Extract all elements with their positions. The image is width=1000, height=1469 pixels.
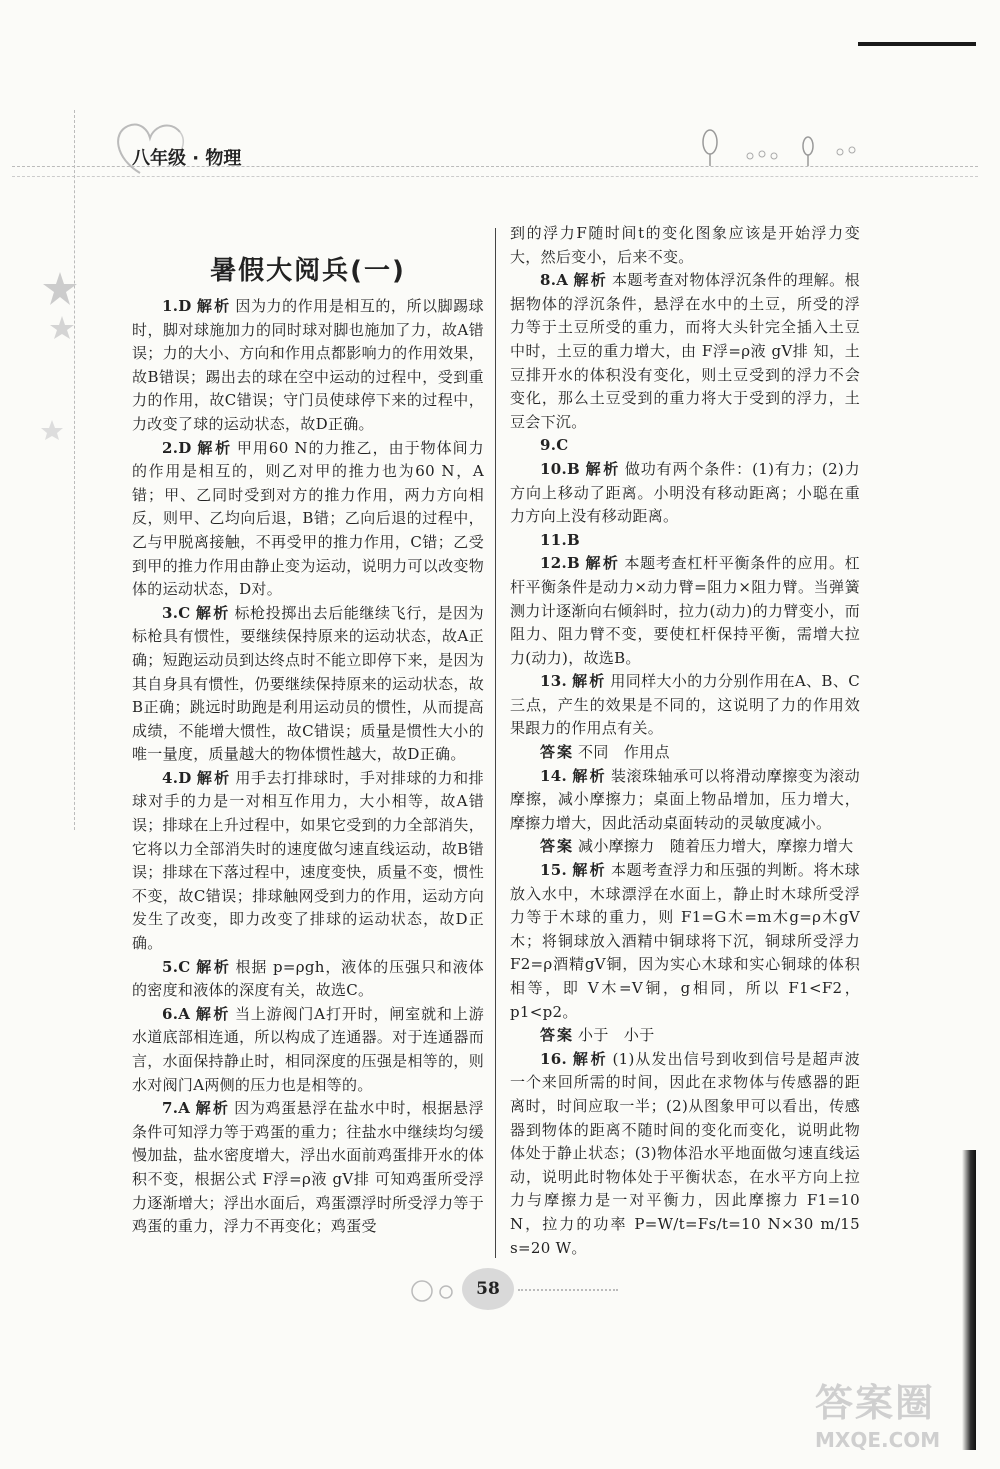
star-decoration-icon [40, 270, 80, 440]
left-column [132, 295, 484, 1239]
answer-paragraph [510, 458, 860, 529]
page-edge-shadow [962, 1150, 976, 1450]
question-number: 11.B [540, 530, 580, 549]
answer-keyword: 解析 [196, 768, 232, 787]
answer-keyword: 解析 [195, 1099, 231, 1118]
top-rule [858, 42, 976, 46]
answer-paragraph [132, 437, 484, 602]
answer-text: 因为鸡蛋悬浮在盐水中时，根据悬浮条件可知浮力等于鸡蛋的重力；往盐水中继续均匀缓慢加盐，盐水密度增大，浮出水面前鸡蛋排开水的体积不变，根据公式 F浮=ρ液 gV排 可知鸡蛋所受浮力逐渐增大；浮出水面后，鸡蛋漂浮时所受浮力等于鸡蛋的重力，浮力不再变化；鸡蛋受 [132, 1099, 484, 1236]
answer-text: 用手去打排球时，手对排球的力和排球对手的力是一对相互作用力，大小相等，故A错误；排球在上升过程中，如果它受到的力全部消失，它将以力全部消失时的速度做匀速直线运动，故B错误；排球在下落过程中，速度变快，质量不变，惯性不变，故C错误；排球触网受到力的作用，运动方向发生了改变，即力改变了排球的运动状态，故D正确。 [132, 768, 484, 953]
circles-decoration-icon [410, 1278, 462, 1304]
answer-keyword: 解析 [195, 1004, 231, 1023]
answer-keyword: 解析 [585, 459, 621, 478]
answer-paragraph [510, 859, 860, 1024]
answer-text: 到的浮力F随时间t的变化图象应该是开始浮力变大，然后变小，后来不变。 [510, 224, 860, 266]
question-number: 16. [540, 1049, 567, 1068]
question-number: 7.A [162, 1099, 191, 1118]
question-number: 1.D [162, 297, 192, 315]
answer-paragraph [132, 602, 484, 767]
question-number: 10.B [540, 459, 580, 478]
right-column [510, 222, 860, 1260]
question-number: 6.A [162, 1004, 191, 1023]
answer-keyword: 解析 [572, 766, 607, 785]
answer-paragraph [510, 765, 860, 836]
page-title: 暑假大阅兵(一) [210, 256, 406, 286]
question-number: 8.A [540, 271, 569, 290]
answer-paragraph [510, 434, 860, 458]
answer-keyword: 解析 [573, 271, 608, 290]
page-number-dots [518, 1289, 618, 1291]
answer-text: 根据 p=ρgh，液体的压强只和液体的密度和液体的深度有关，故选C。 [132, 957, 484, 1000]
question-number: 4.D [162, 768, 192, 787]
answer-text: 本题考查浮力和压强的判断。将木球放入水中，木球漂浮在水面上，静止时木球所受浮力等于木球的重力，则 F1=G木=m木g=ρ木gV木；将铜球放入酒精中铜球将下沉，铜球所受浮力 F2=ρ酒精gV铜，因为实心木球和实心铜球的体积相等，即 V木=V铜，g相同，所以 F1<F2，p1<p2。 [510, 861, 860, 1021]
answer-text: 做功有两个条件：(1)有力；(2)力方向上移动了距离。小明没有移动距离；小聪在重力方向上没有移动距离。 [510, 459, 860, 526]
watermark-logo: 答案圈 [815, 1381, 936, 1425]
tree-decoration-icon [700, 126, 880, 168]
answer-text: 本题考查杠杆平衡条件的应用。杠杆平衡条件是动力×动力臂=阻力×阻力臂。当弹簧测力计逐渐向右倾斜时，拉力(动力)的力臂变小，而阻力、阻力臂不变，要使杠杆保持平衡，需增大拉力(动力)，故选B。 [510, 554, 860, 667]
answer-paragraph [132, 1003, 484, 1097]
answer-text: 甲用60 N的力推乙，由于物体间力的作用是相互的，则乙对甲的推力也为60 N，A错；甲、乙同时受到对方的推力作用，两力方向相反，则甲、乙均向后退，B错；乙向后退的过程中，乙与甲脱离接触，不再受甲的推力作用，C错；乙受到甲的推力作用由静止变为运动，说明力可以改变物体的运动状态，D对。 [132, 438, 484, 599]
answer-text: 用同样大小的力分别作用在A、B、C三点，产生的效果是不同的，这说明了力的作用效果跟力的作用点有关。 [510, 672, 860, 738]
question-number: 9.C [540, 436, 569, 455]
answer-text: 标枪投掷出去后能继续飞行，是因为标枪具有惯性，要继续保持原来的运动状态，故A正确；短跑运动员到达终点时不能立即停下来，是因为其自身具有惯性，仍要继续保持原来的运动状态，故B正确；跳远时助跑是利用运动员的惯性，从而提高成绩，不能增大惯性，故C错误；质量是惯性大小的唯一量度，质量越大的物体惯性越大，故D正确。 [132, 603, 484, 764]
page-number: 58 [462, 1268, 514, 1310]
answer-paragraph [510, 269, 860, 434]
answer-keyword: 答案 [540, 837, 575, 856]
answer-keyword: 解析 [572, 1049, 609, 1068]
answer-keyword: 答案 [540, 743, 575, 762]
answer-text: 当上游阀门A打开时，闸室就和上游水道底部相连通，所以构成了连通器。对于连通器而言，水面保持静止时，相同深度的压强是相等的，则水对阀门A两侧的压力也是相等的。 [132, 1004, 484, 1094]
answer-paragraph [132, 1097, 484, 1239]
question-number: 14. [540, 766, 567, 785]
answer-text: 减小摩擦力 随着压力增大，摩擦力增大 [578, 837, 854, 856]
answer-paragraph [510, 552, 860, 670]
answer-keyword: 解析 [195, 603, 231, 622]
column-divider [495, 228, 496, 1258]
answer-keyword: 解析 [572, 861, 607, 880]
question-number: 5.C [162, 957, 191, 976]
answer-keyword: 解析 [585, 554, 621, 573]
answer-text: 因为力的作用是相互的，所以脚踢球时，脚对球施加力的同时球对脚也施加了力，故A错误；力的大小、方向和作用点都影响力的作用效果，故B错误；踢出去的球在空中运动的过程中，受到重力的作用，故C错误；守门员使球停下来的过程中，力改变了球的运动状态，故D正确。 [132, 297, 484, 433]
answer-paragraph [510, 222, 860, 269]
answer-text: 小于 小于 [578, 1026, 655, 1045]
answer-keyword: 答案 [540, 1026, 575, 1045]
answer-text: 不同 作用点 [578, 743, 670, 762]
answer-keyword: 解析 [197, 438, 233, 457]
answer-paragraph [132, 295, 484, 437]
answer-paragraph [132, 956, 484, 1003]
answer-keyword: 解析 [572, 672, 607, 691]
header-divider-secondary [12, 176, 978, 177]
answer-paragraph [510, 741, 860, 765]
answer-keyword: 解析 [196, 957, 232, 976]
question-number: 2.D [162, 438, 192, 457]
answer-text: 装滚珠轴承可以将滑动摩擦变为滚动摩擦，减小摩擦力；桌面上物品增加，压力增大，摩擦力增大，因此活动桌面转动的灵敏度减小。 [510, 766, 860, 832]
answer-paragraph [510, 670, 860, 741]
answer-paragraph [510, 529, 860, 553]
question-number: 15. [540, 861, 567, 880]
answer-keyword: 解析 [196, 297, 232, 315]
answer-paragraph [132, 767, 484, 956]
answer-paragraph [510, 1024, 860, 1048]
answer-paragraph [510, 835, 860, 859]
answer-text: 本题考查对物体浮沉条件的理解。根据物体的浮沉条件，悬浮在水中的土豆，所受的浮力等于土豆所受的重力，而将大头针完全插入土豆中时，土豆的重力增大，由 F浮=ρ液 gV排 知，土豆排开水的体积没有变化，则土豆受到的浮力不会变化，那么土豆受到的重力将大于受到的浮力，土豆会下沉。 [510, 271, 860, 431]
header-title: 八年级 · 物理 [132, 148, 242, 169]
margin-guide [74, 110, 75, 830]
answer-text: (1)从发出信号到收到信号是超声波一个来回所需的时间，因此在求物体与传感器的距离时，时间应取一半；(2)从图象甲可以看出，传感器到物体的距离不随时间的变化而变化，说明此物体处于静止状态；(3)物体沿水平地面做匀速直线运动，说明此时物体处于平衡状态，在水平方向上拉力与摩擦力是一对平衡力，因此摩擦力 F1=10 N，拉力的功率 P=W/t=Fs/t=10 N×30 m/15 s=20 W。 [510, 1049, 860, 1257]
question-number: 13. [540, 672, 567, 691]
question-number: 12.B [540, 554, 580, 573]
answer-paragraph [510, 1048, 860, 1260]
watermark-url: MXQE.COM [815, 1428, 941, 1452]
question-number: 3.C [162, 603, 191, 622]
